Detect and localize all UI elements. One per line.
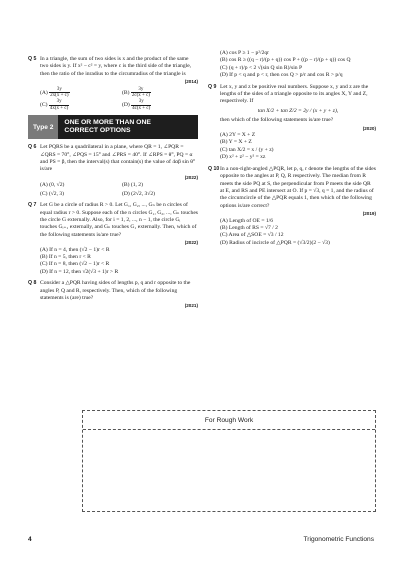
question-text: Let PQRS be a quadrilateral in a plane, where QR = 1, ∠PQR = ∠QRS = 70°, ∠PQS = 15° and ∠PRS = 40°. If ∠RPS = θ°, PQ = α and PS = β, then the interval(s) that contain(s) the value of 4αβ sin θ° is/are: [40, 144, 196, 173]
option-c: (C) If n = 8, then (√2 − 1)r < R: [40, 261, 110, 268]
question-number: Q 8: [28, 280, 37, 287]
question-year: (2021): [184, 303, 198, 309]
page-number: 4: [28, 536, 32, 543]
option-d: (D) If n = 12, then √2(√3 + 1)r > R: [40, 268, 119, 275]
option-a: (A) cos P ≥ 1 − p²/2qr: [220, 50, 270, 56]
option-b: (B) Y = X + Z: [220, 139, 252, 146]
question-number: Q 9: [208, 83, 217, 90]
rough-work-title: For Rough Work: [204, 417, 254, 424]
option-d: (D) $\frac{3y}{4c(x + c)}$: [122, 99, 151, 111]
option-b: (B) cos R ≥ ((q − r)/(p + q)) cos P + ((p − r)/(p + q)) cos Q: [220, 57, 351, 64]
option-b: (B) If n = 5, then r < R: [40, 253, 91, 260]
options: [40, 87, 198, 112]
option-d: (D) x² + z² − y² = xz: [220, 154, 266, 161]
option-d: (D) (2√2, 3√2): [122, 190, 156, 197]
option-b: (B) $\frac{3y}{2c(x + c)}$: [122, 86, 150, 99]
question-text: Let G be a circle of radius R > 0. Let G₁, G₂, ..., Gₙ be n circles of equal radius r > 0. Suppose each of the n circles G₁, G₂, ..., Gₙ touches the circle G externally. Also, for i = 1, 2, ..., n − 1, the circle Gᵢ touches Gᵢ₊₁ externally, and Gₙ touches G₁ externally. Then, which of the following statements is/are true?: [40, 202, 198, 238]
option-c: (C) Area of △SOE = √3 / 12: [220, 232, 284, 239]
question-number: Q 10: [208, 165, 220, 172]
right-column: [208, 50, 376, 251]
type-label: Type 2: [28, 115, 58, 139]
option-a: (A) 2Y = X + Z: [220, 132, 256, 139]
type-title: ONE OR MORE THAN ONE CORRECT OPTIONS: [58, 115, 198, 139]
left-column: [28, 56, 198, 314]
option-c: (C) (√2, 3): [40, 190, 65, 197]
options: [40, 182, 198, 198]
question-year: (2022): [184, 174, 198, 180]
option-c: (C) (q + r)/p < 2 √(sin Q sin R)/sin P: [220, 64, 303, 71]
option-d: (D) If p < q and p < r, then cos Q > p/r and cos R > p/q: [220, 72, 343, 79]
option-d: (D) Radius of incircle of △PQR = (√3/2)(2 − √3): [220, 239, 330, 246]
question-7: [28, 202, 198, 276]
rough-work-divider: [83, 429, 375, 430]
question-8: [28, 280, 198, 310]
question-year: (2014): [184, 79, 198, 85]
question-year: (2019): [362, 211, 376, 217]
question-number: Q 5: [28, 56, 37, 62]
option-c: (C) $\frac{3y}{4x(x + c)}$: [40, 99, 69, 111]
option-a: (A) If n = 4, then (√2 − 1)r < R: [40, 246, 110, 253]
option-b: (B) (1, 2): [122, 182, 143, 189]
question-year: (2022): [184, 240, 198, 246]
question-text: Consider a △PQR having sides of lengths p, q and r opposite to the angles P, Q and R, respectively. Then, which of the following statements is (are) true?: [40, 280, 191, 301]
question-text: In a triangle, the sum of two sides is x and the product of the same two sides is y. If x² − c² = y, where c is the third side of the triangle, then the ratio of the inradius to the circumradius of the triangle is: [40, 56, 192, 77]
page-footer: [28, 536, 374, 546]
question-text: Let x, y and z be positive real numbers. Suppose x, y and z are the lengths of the sides of a triangle opposite to its angles X, Y and Z, respectively. If: [220, 83, 369, 105]
question-8-options: [208, 50, 376, 80]
question-6: [28, 144, 198, 198]
question-year: (2020): [362, 125, 376, 131]
option-b: (B) Length of RS = √7 / 2: [220, 224, 278, 231]
question-number: Q 7: [28, 202, 37, 209]
option-c: (C) tan X/2 = x / (y + z): [220, 146, 274, 153]
question-text: In a non-right-angled △PQR, let p, q, r denote the lengths of the sides opposite to the angles at P, Q, R respectively. The median from R meets the side PQ at S, the perpendicular from P meets the side QR at E, and RS and PE intersect at O. If p = √3, q = 1, and the radius of the circumcircle of the △PQR equals 1, then which of the following options is/are correct?: [220, 165, 376, 209]
equation: tan X/2 + tan Z/2 = 2y / (x + y + z),: [257, 107, 339, 114]
question-9: [208, 84, 376, 162]
option-a: (A) (0, √2): [40, 182, 65, 189]
chapter-title: Trigonometric Functions: [303, 536, 374, 543]
question-number: Q 6: [28, 144, 37, 151]
question-5: [28, 56, 198, 111]
type-2-banner: [28, 115, 198, 139]
rough-work-box: [82, 410, 376, 512]
option-a: (A) $\frac{3y}{2x(x + c)}$: [40, 86, 69, 99]
question-text-continued: then which of the following statements is/are true?: [220, 117, 334, 124]
option-a: (A) Length of OE = 1/6: [220, 217, 274, 224]
question-10: [208, 166, 376, 247]
